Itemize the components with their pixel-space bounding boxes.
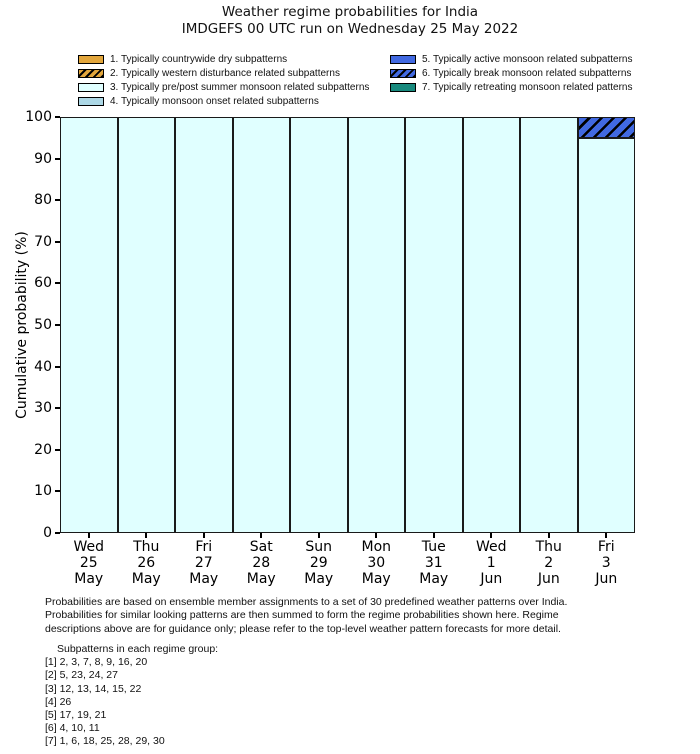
legend-item	[390, 80, 633, 94]
y-tick-label: 0	[43, 525, 52, 541]
x-tick-mark	[375, 533, 377, 538]
legend-label: 5. Typically active monsoon related subpatterns	[422, 53, 633, 65]
title-block	[0, 4, 700, 38]
y-tick-label: 40	[34, 358, 52, 375]
y-tick-label: 100	[25, 109, 52, 125]
bar-tue-31-may	[405, 117, 463, 533]
bar-segment-regime-3	[405, 117, 463, 533]
x-tick-mark	[88, 533, 90, 538]
footnote	[45, 596, 685, 636]
x-tick-label: Wed 1 Jun	[475, 539, 507, 587]
x-tick-label: Fri 3 Jun	[595, 539, 618, 587]
x-tick-mark	[490, 533, 492, 538]
legend-right-column	[390, 52, 633, 94]
subpattern-group: [4] 26	[45, 695, 72, 708]
legend-item	[78, 66, 369, 80]
legend-item	[390, 66, 633, 80]
x-tick-mark	[605, 533, 607, 538]
legend-label: 7. Typically retreating monsoon related patterns	[422, 81, 633, 93]
legend-label: 4. Typically monsoon onset related subpatterns	[110, 95, 319, 107]
bar-thu-2-jun	[520, 117, 578, 533]
x-tick-mark	[318, 533, 320, 538]
y-tick-label: 70	[34, 233, 52, 250]
chart-title: Weather regime probabilities for India	[221, 4, 479, 20]
bar-segment-regime-3	[175, 117, 233, 533]
subpattern-group: [3] 12, 13, 14, 15, 22	[45, 682, 142, 695]
x-tick-mark	[548, 533, 550, 538]
subpattern-group: [1] 2, 3, 7, 8, 9, 16, 20	[45, 656, 148, 669]
bar-thu-26-may	[118, 117, 176, 533]
legend-left-column	[78, 52, 369, 108]
x-tick-label: Sat 28 May	[246, 539, 276, 587]
legend-swatch-icon	[390, 69, 416, 78]
x-tick-label: Sun 29 May	[304, 539, 334, 587]
y-tick-label: 20	[34, 441, 52, 458]
x-tick-mark	[145, 533, 147, 538]
footnote-line: Probabilities for similar looking patterns are then summed to form the regime probabilities shown here. Regime	[45, 609, 559, 622]
subpattern-groups	[45, 656, 445, 748]
legend-swatch-icon	[78, 55, 104, 64]
legend-swatch-icon	[78, 69, 104, 78]
legend-item	[78, 80, 369, 94]
y-tick-label: 30	[34, 400, 52, 417]
bar-segment-regime-3	[290, 117, 348, 533]
subpattern-group: [7] 1, 6, 18, 25, 28, 29, 30	[45, 735, 165, 748]
legend-item	[390, 52, 633, 66]
bar-sat-28-may	[233, 117, 291, 533]
legend-swatch-icon	[78, 97, 104, 106]
bar-fri-27-may	[175, 117, 233, 533]
bar-segment-regime-6	[578, 117, 636, 138]
bar-wed-25-may	[60, 117, 118, 533]
x-tick-mark	[433, 533, 435, 538]
x-tick-label: Fri 27 May	[189, 539, 219, 587]
x-tick-label: Mon 30 May	[361, 539, 392, 587]
subpatterns-block	[45, 643, 445, 749]
x-tick-label: Thu 2 Jun	[535, 539, 562, 587]
x-tick-mark	[203, 533, 205, 538]
y-tick-label: 10	[34, 483, 52, 500]
legend-label: 6. Typically break monsoon related subpatterns	[422, 67, 632, 79]
plot-area	[60, 117, 635, 533]
bar-wed-1-jun	[463, 117, 521, 533]
legend-swatch-icon	[390, 83, 416, 92]
subpattern-group: [2] 5, 23, 24, 27	[45, 669, 118, 682]
y-axis-label: Cumulative probability (%)	[14, 231, 30, 419]
subpattern-group: [6] 4, 10, 11	[45, 722, 100, 735]
x-tick-label: Tue 31 May	[419, 539, 449, 587]
footnote-line: Probabilities are based on ensemble member assignments to a set of 30 predefined weather patterns over India.	[45, 596, 568, 608]
legend-item	[78, 52, 369, 66]
footnote-line: descriptions above are for guidance only; please refer to the top-level weather pattern forecasts for more detail.	[45, 622, 561, 635]
subpattern-group: [5] 17, 19, 21	[45, 709, 107, 722]
bar-sun-29-may	[290, 117, 348, 533]
legend-swatch-icon	[78, 83, 104, 92]
bar-segment-regime-3	[348, 117, 406, 533]
x-tick-label: Thu 26 May	[131, 539, 161, 587]
legend-label: 1. Typically countrywide dry subpatterns	[110, 53, 288, 65]
legend-label: 3. Typically pre/post summer monsoon related subpatterns	[110, 81, 370, 93]
bar-segment-regime-3	[578, 138, 636, 533]
y-tick-label: 90	[34, 150, 52, 167]
legend-swatch-icon	[390, 55, 416, 64]
subpatterns-heading: Subpatterns in each regime group:	[57, 643, 219, 655]
bar-segment-regime-3	[463, 117, 521, 533]
legend-item	[78, 94, 369, 108]
x-tick-mark	[260, 533, 262, 538]
bar-segment-regime-3	[118, 117, 176, 533]
bar-fri-3-jun	[578, 117, 636, 533]
chart-subtitle: IMDGEFS 00 UTC run on Wednesday 25 May 2022	[181, 21, 519, 37]
y-tick-label: 50	[34, 317, 52, 333]
bar-mon-30-may	[348, 117, 406, 533]
x-tick-label: Wed 25 May	[73, 539, 105, 587]
y-tick-label: 80	[34, 192, 52, 209]
legend-label: 2. Typically western disturbance related subpatterns	[110, 67, 340, 79]
y-tick-label: 60	[34, 275, 52, 292]
bar-segment-regime-3	[60, 117, 118, 533]
bar-segment-regime-3	[233, 117, 291, 533]
bar-segment-regime-3	[520, 117, 578, 533]
